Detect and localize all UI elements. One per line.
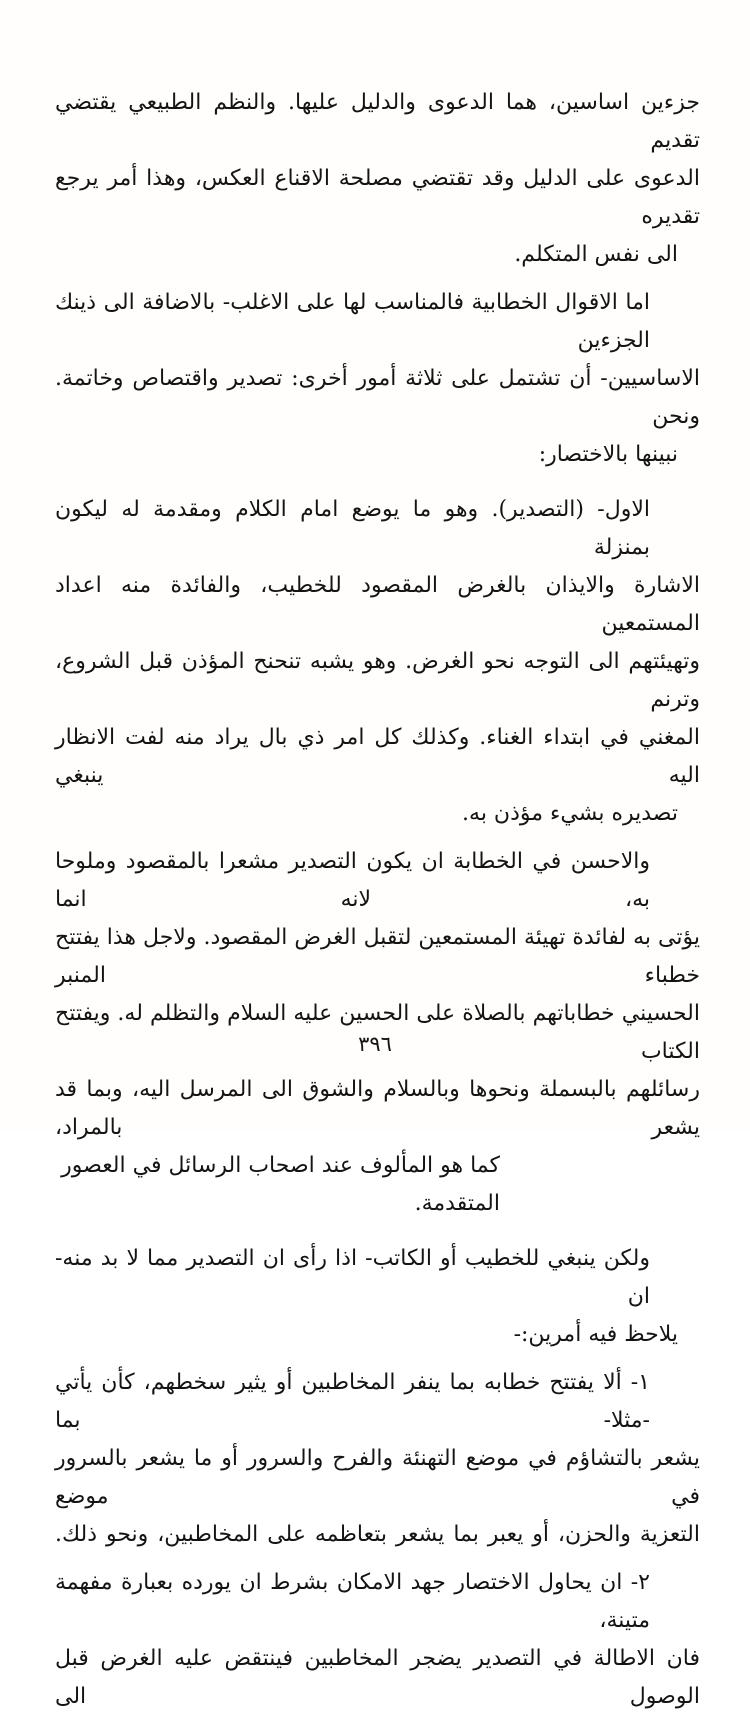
text-line: الاساسيين- أن تشتمل على ثلاثة أمور أخرى: تصدير واقتصاص وخاتمة. ونحن bbox=[55, 366, 700, 429]
text-line: الدعوى على الدليل وقد تقتضي مصلحة الاقناع العكس، وهذا أمر يرجع تقديره bbox=[55, 166, 700, 229]
page-number: ٣٩٦ bbox=[358, 1032, 392, 1056]
text-line: يلاحظ فيه أمرين:- bbox=[513, 1322, 678, 1347]
text-line: رسائلهم بالبسملة ونحوها وبالسلام والشوق الى المرسل اليه، وبما قد يشعر بالمراد، bbox=[55, 1077, 700, 1140]
text-line: تصديره بشيء مؤذن به. bbox=[462, 801, 678, 826]
text-line: وتهيئتهم الى التوجه نحو الغرض. وهو يشبه تنحنح المؤذن قبل الشروع، وترنم bbox=[55, 649, 700, 712]
numbered-item-2 bbox=[55, 1564, 700, 1716]
text-line: المغني في ابتداء الغناء. وكذلك كل امر ذي بال يراد منه لفت الانظار اليه ينبغي bbox=[55, 725, 700, 788]
text-line: يؤتى به لفائدة تهيئة المستمعين لتقبل الغرض المقصود. ولاجل هذا يفتتح خطباء المنبر bbox=[55, 925, 700, 988]
paragraph bbox=[55, 284, 700, 474]
body-text bbox=[55, 84, 700, 1716]
text-line: الاول- (التصدير). وهو ما يوضع امام الكلام ومقدمة له ليكون بمنزلة bbox=[55, 497, 650, 560]
text-line: جزءين اساسين، هما الدعوى والدليل عليها. والنظم الطبيعي يقتضي تقديم bbox=[55, 90, 700, 153]
text-line: والاحسن في الخطابة ان يكون التصدير مشعرا بالمقصود وملوحا به، لانه انما bbox=[55, 849, 650, 912]
paragraph bbox=[55, 1240, 700, 1354]
numbered-item-1 bbox=[55, 1364, 700, 1554]
text-line: فان الاطالة في التصدير يضجر المخاطبين فينتقض عليه الغرض قبل الوصول الى bbox=[55, 1646, 700, 1709]
text-line: الاشارة والايذان بالغرض المقصود للخطيب، والفائدة منه اعداد المستمعين bbox=[55, 573, 700, 636]
text-line: يشعر بالتشاؤم في موضع التهنئة والفرح والسرور أو ما يشعر بالسرور في موضع bbox=[55, 1446, 700, 1509]
text-line: التعزية والحزن، أو يعبر بما يشعر بتعاظمه على المخاطبين، ونحو ذلك. bbox=[55, 1522, 700, 1547]
text-line: كما هو المألوف عند اصحاب الرسائل في العصور المتقدمة. bbox=[61, 1153, 500, 1216]
text-line: ولكن ينبغي للخطيب أو الكاتب- اذا رأى ان التصدير مما لا بد منه- ان bbox=[55, 1246, 650, 1309]
paragraph bbox=[55, 84, 700, 274]
text-line: ١- ألا يفتتح خطابه بما ينفر المخاطبين أو يثير سخطهم، كأن يأتي -مثلا- بما bbox=[55, 1370, 650, 1433]
text-line: الحسيني خطاباتهم بالصلاة على الحسين عليه السلام والتظلم له. ويفتتح الكتاب bbox=[55, 1001, 700, 1064]
text-line: نبينها بالاختصار: bbox=[538, 442, 678, 467]
text-line: اما الاقوال الخطابية فالمناسب لها على الاغلب- بالاضافة الى ذينك الجزءين bbox=[55, 290, 650, 353]
paragraph bbox=[55, 491, 700, 833]
text-line: الى نفس المتكلم. bbox=[514, 242, 678, 267]
text-line: ٢- ان يحاول الاختصار جهد الامكان بشرط ان يورده بعبارة مفهمة متينة، bbox=[55, 1570, 650, 1633]
